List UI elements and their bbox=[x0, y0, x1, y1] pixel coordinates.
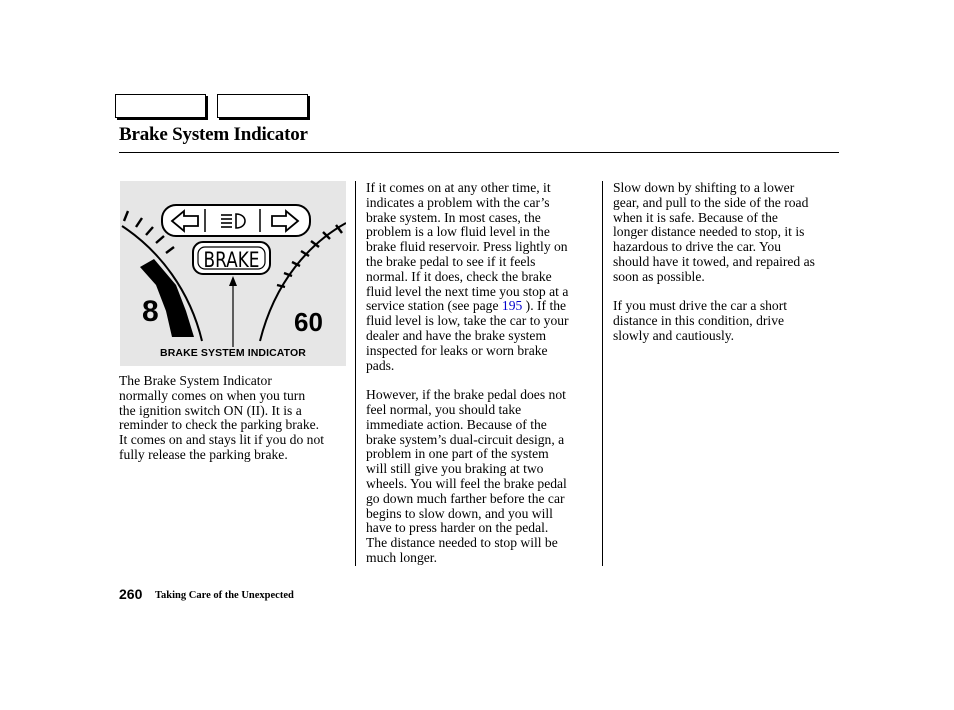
gauge-tick bbox=[166, 247, 174, 253]
paragraph: Slow down by shifting to a lower gear, and pull to the side of the road when it is safe. Because of the longer distance needed to stop, it is hazardous to drive the car. You should have it towed, and repaired as soon as possible. bbox=[613, 180, 815, 284]
column-divider bbox=[602, 181, 603, 566]
indicator-strip bbox=[162, 205, 310, 236]
paragraph: The Brake System Indicator normally comes on when you turn the ignition switch ON (II). It is a reminder to check the parking brake. It comes on and stays lit if you do not fully release the parking brake. bbox=[119, 373, 325, 462]
column-divider bbox=[355, 181, 356, 566]
gauge-tick bbox=[146, 227, 153, 235]
next-page-button[interactable] bbox=[217, 94, 308, 118]
gauge-tick bbox=[136, 218, 142, 227]
gauge-tick bbox=[277, 285, 285, 287]
gauge-tick bbox=[156, 236, 164, 243]
column-1 bbox=[119, 374, 324, 463]
figure-caption: BRAKE SYSTEM INDICATOR bbox=[160, 347, 306, 359]
previous-page-button[interactable] bbox=[115, 94, 206, 118]
gauge-left-number: 8 bbox=[142, 295, 159, 328]
gauge-right-number: 60 bbox=[294, 307, 323, 337]
page-number: 260 bbox=[119, 586, 143, 602]
brake-indicator-lamp bbox=[193, 242, 270, 274]
page-reference-link[interactable]: 195 bbox=[501, 298, 523, 314]
paragraph: If you must drive the car a short distance in this condition, drive slowly and cautiously. bbox=[613, 298, 788, 343]
paragraph: However, if the brake pedal does not feel normal, you should take immediate action. Because of the brake system’s dual-circuit design, a problem in one part of the system will still give you braking at two wheels. You will feel the brake pedal go down much farther before the car begins to slow down, and you will have to press harder on the pedal. The distance needed to stop will be much longer. bbox=[366, 387, 567, 565]
page-title: Brake System Indicator bbox=[119, 124, 308, 145]
brake-indicator-label: BRAKE bbox=[203, 248, 260, 272]
instrument-panel-illustration bbox=[120, 181, 346, 366]
column-2 bbox=[366, 181, 569, 566]
pointer-arrow bbox=[229, 276, 237, 347]
gauge-tick bbox=[124, 211, 128, 221]
column-3 bbox=[613, 181, 815, 344]
brake-indicator-figure bbox=[120, 181, 346, 366]
title-divider bbox=[119, 152, 839, 153]
paragraph: If it comes on at any other time, it indicates a problem with the car’s brake system. In most cases, the problem is a low fluid level in the brake fluid reservoir. Press lightly on the brake pedal to see if it feels normal. If it does, check the brake fluid level the next time you stop at a service station (see page 195 ). If the fluid level is low, take the car to your dealer and have the brake system inspected for leaks or worn brake pads. bbox=[366, 180, 569, 373]
right-gauge bbox=[260, 223, 346, 341]
section-footer: Taking Care of the Unexpected bbox=[155, 590, 294, 601]
